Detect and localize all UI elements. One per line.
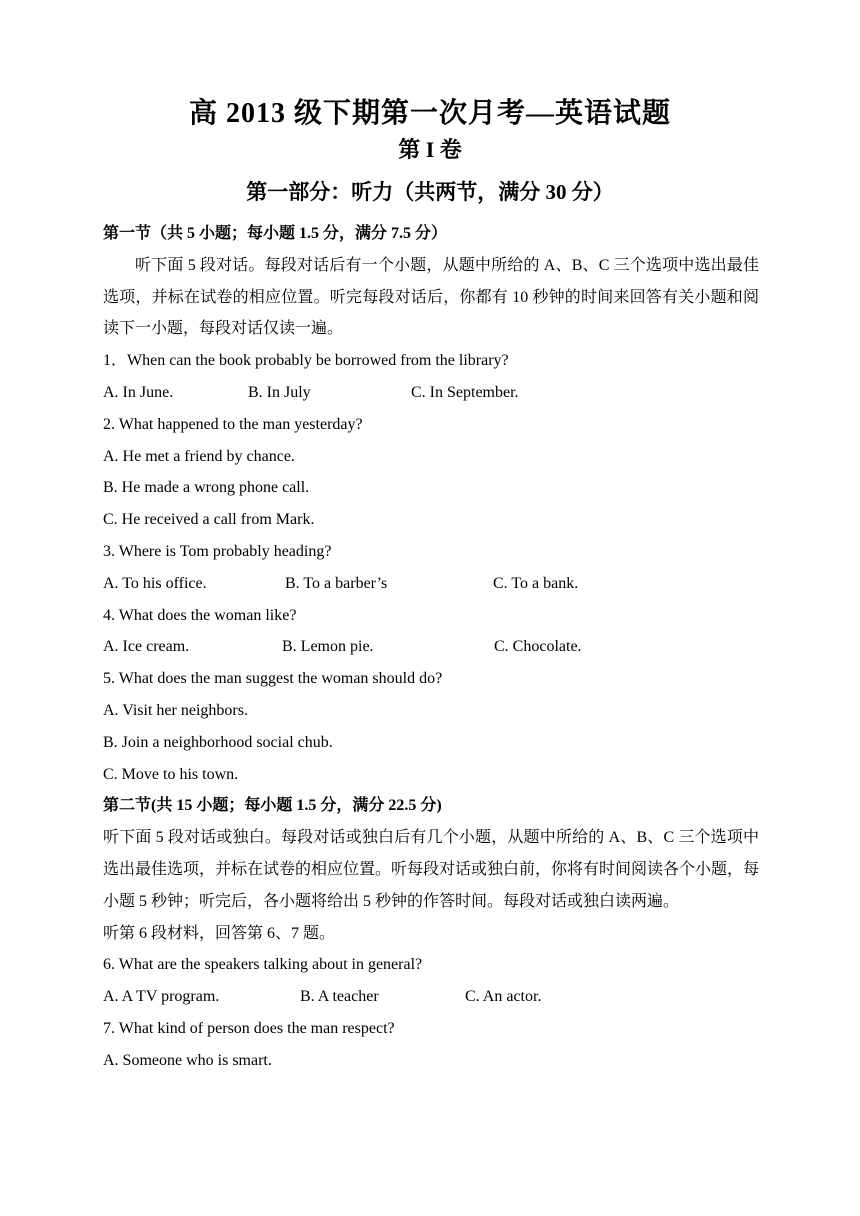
question-4-option-b: B. Lemon pie. bbox=[282, 638, 374, 656]
section1-heading: 第一节（共 5 小题；每小题 1.5 分，满分 7.5 分） bbox=[103, 225, 448, 242]
question-3-stem: 3. Where is Tom probably heading? bbox=[103, 542, 332, 560]
question-3-options bbox=[103, 568, 759, 600]
question-2-option-a: A. He met a friend by chance. bbox=[103, 447, 295, 465]
question-6-option-c: C. An actor. bbox=[465, 988, 542, 1006]
question-4-option-a: A. Ice cream. bbox=[103, 638, 190, 656]
part1-heading: 第一部分：听力（共两节，满分 30 分） bbox=[246, 180, 614, 204]
question-2-option-b: B. He made a wrong phone call. bbox=[103, 479, 310, 497]
question-7-option-a: A. Someone who is smart. bbox=[103, 1051, 272, 1069]
question-7-stem: 7. What kind of person does the man respect? bbox=[103, 1019, 395, 1037]
question-2-option-c: C. He received a call from Mark. bbox=[103, 511, 315, 529]
question-5-option-b: B. Join a neighborhood social chub. bbox=[103, 733, 333, 751]
section1-instructions: 听下面 5 段对话。每段对话后有一个小题，从题中所给的 A、B、C 三个选项中选出最佳选项，并标在试卷的相应位置。听完每段对话后，你都有 10 秒钟的时间来回答有关小题和阅读下一小题，每段对话仅读一遍。 bbox=[103, 256, 759, 338]
question-6-options bbox=[103, 981, 759, 1013]
question-1-stem: 1．When can the book probably be borrowed from the library? bbox=[103, 352, 509, 370]
question-4-options bbox=[103, 631, 759, 663]
question-1-option-c: C. In September. bbox=[411, 383, 519, 401]
question-4-option-c: C. Chocolate. bbox=[494, 638, 582, 656]
volume-label: 第 I 卷 bbox=[398, 137, 462, 162]
question-1-option-b: B. In July bbox=[248, 383, 311, 401]
section2-heading: 第二节(共 15 小题；每小题 1.5 分，满分 22.5 分) bbox=[103, 797, 442, 815]
material-6-note: 听第 6 段材料，回答第 6、7 题。 bbox=[103, 924, 336, 942]
exam-content bbox=[103, 218, 759, 1077]
question-5-stem: 5. What does the man suggest the woman should do? bbox=[103, 670, 443, 688]
question-2-stem: 2. What happened to the man yesterday? bbox=[103, 415, 363, 433]
question-1-options bbox=[103, 377, 759, 409]
question-3-option-a: A. To his office. bbox=[103, 574, 207, 592]
section2-instructions: 听下面 5 段对话或独白。每段对话或独白后有几个小题，从题中所给的 A、B、C 三个选项中选出最佳选项，并标在试卷的相应位置。听每段对话或独白前，你将有时间阅读各个小题，每小题 5 秒钟；听完后，各小题将给出 5 秒钟的作答时间。每段对话或独白读两遍。 bbox=[103, 829, 760, 910]
question-4-stem: 4. What does the woman like? bbox=[103, 606, 297, 624]
question-5-option-a: A. Visit her neighbors. bbox=[103, 701, 248, 719]
question-5-option-c: C. Move to his town. bbox=[103, 765, 239, 783]
exam-title: 高 2013 级下期第一次月考—英语试题 bbox=[188, 98, 671, 129]
question-3-option-c: C. To a bank. bbox=[493, 574, 579, 592]
question-1-option-a: A. In June. bbox=[103, 383, 174, 401]
question-6-stem: 6. What are the speakers talking about in general? bbox=[103, 956, 423, 974]
question-6-option-a: A. A TV program. bbox=[103, 988, 220, 1006]
question-6-option-b: B. A teacher bbox=[300, 988, 379, 1006]
question-3-option-b: B. To a barber’s bbox=[285, 574, 388, 592]
